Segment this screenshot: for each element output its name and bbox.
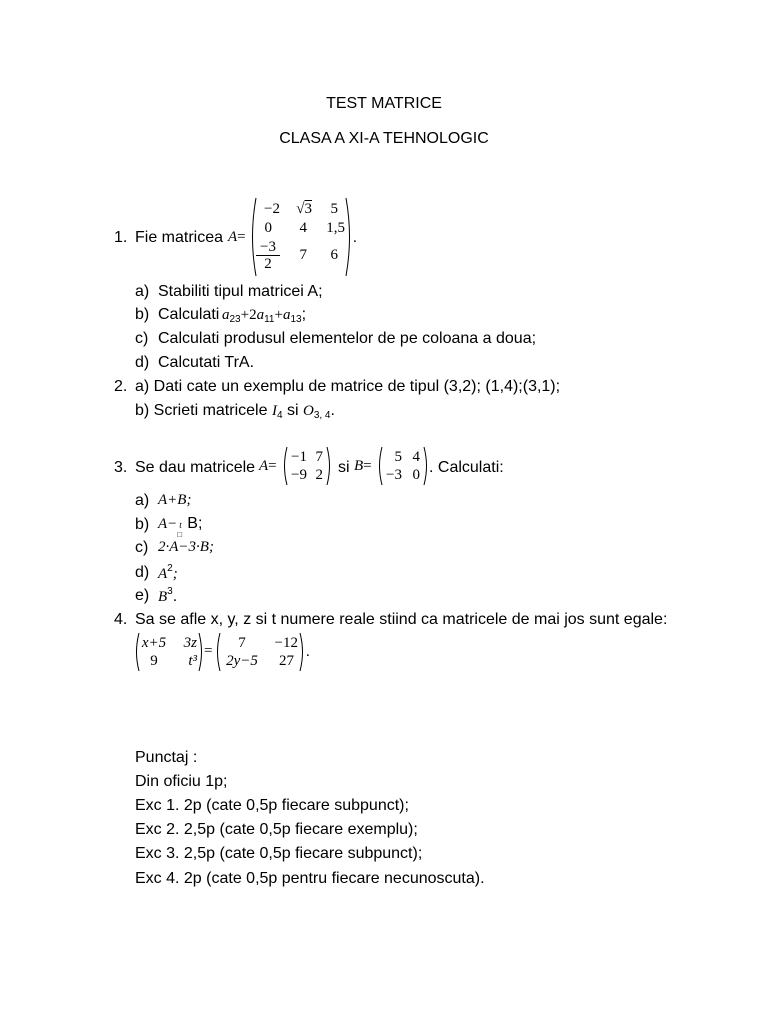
- scoring-line: Exc 2. 2,5p (cate 0,5p fiecare exemplu);: [135, 821, 418, 838]
- matrix-right: [214, 632, 306, 672]
- subitem-expr: A− t □ B;: [158, 515, 203, 539]
- matrix-label: B=: [354, 458, 372, 474]
- subitem-expr: A+B;: [158, 492, 192, 508]
- equals-sign: =: [204, 643, 213, 659]
- subitem-text: Stabiliti tipul matricei A;: [158, 283, 323, 300]
- matrix-cell: 5: [394, 449, 402, 465]
- exercise-text-b: b) Scrieti matricele $I_4$ si $O_{3, 4}$.: [135, 402, 335, 421]
- exercise-text: Fie matricea: [135, 229, 224, 246]
- scoring-line: Exc 1. 2p (cate 0,5p fiecare subpunct);: [135, 797, 409, 814]
- matrix-cell: 5: [330, 201, 338, 217]
- exercise-number: 3.: [114, 459, 128, 476]
- subitem-text: Calculati produsul elementelor de pe coloana a doua;: [158, 330, 537, 347]
- matrix-cell-sqrt: √3: [296, 201, 312, 217]
- matrix-cell: −3: [386, 467, 402, 483]
- subitem-label: c): [135, 539, 149, 556]
- matrix-cell: 7: [315, 449, 323, 465]
- matrix-cell: 4: [412, 449, 420, 465]
- matrix-cell: 3z: [183, 635, 197, 651]
- matrix-cell: 27: [279, 653, 294, 669]
- exercise-text-after: . Calculati:: [429, 459, 504, 476]
- scoring-heading: Punctaj :: [135, 749, 198, 766]
- exercise-text: Se dau matricele: [135, 459, 256, 476]
- subitem-text: Calculati: [158, 306, 220, 323]
- subitem-label: d): [135, 564, 150, 581]
- exercise-number: 2.: [114, 378, 128, 395]
- subitem-label: c): [135, 330, 149, 347]
- matrix-cell-fraction: $\frac{-3}{2}$: [256, 239, 280, 272]
- exercise-number: 1.: [114, 229, 128, 246]
- matrix-cell: 9: [150, 653, 158, 669]
- matrix-cell: −9: [291, 467, 307, 483]
- matrix-cell: 2y−5: [226, 653, 258, 669]
- matrix-cell: 4: [299, 220, 307, 236]
- matrix-label: A=: [228, 229, 246, 245]
- matrix-cell: 1,5: [326, 220, 345, 236]
- formula: $a_{23}+2a_{11}+a_{13}$;: [222, 306, 307, 325]
- matrix-cell: x+5: [141, 635, 167, 651]
- document-title: TEST MATRICE: [326, 95, 442, 112]
- matrix-cell: 7: [238, 635, 246, 651]
- sentence-end: .: [353, 230, 357, 246]
- scoring-line: Din oficiu 1p;: [135, 773, 228, 790]
- exercise-text: Sa se afle x, y, z si t numere reale stiind ca matricele de mai jos sunt egale:: [135, 611, 668, 628]
- subitem-label: b): [135, 516, 150, 533]
- exercise-text: a) Dati cate un exemplu de matrice de tipul (3,2); (1,4);(3,1);: [135, 378, 561, 395]
- subitem-label: a): [135, 283, 150, 300]
- exercise-number: 4.: [114, 611, 128, 628]
- matrix-cell: 0: [264, 220, 272, 236]
- scoring-line: Exc 3. 2,5p (cate 0,5p fiecare subpunct);: [135, 845, 423, 862]
- document-subtitle: CLASA A XI-A TEHNOLOGIC: [279, 130, 489, 147]
- subitem-label: e): [135, 587, 150, 604]
- subitem-expr: $B^3$.: [158, 586, 178, 605]
- matrix-cell: −1: [291, 449, 307, 465]
- matrix-cell: 0: [412, 467, 420, 483]
- matrix-cell: 2: [315, 467, 323, 483]
- subitem-label: b): [135, 306, 150, 323]
- matrix-cell: 7: [299, 247, 307, 263]
- subitem-expr: 2·A−3·B;: [158, 539, 214, 555]
- subitem-label: a): [135, 492, 150, 509]
- matrix-b: [376, 446, 430, 486]
- matrix-left: [133, 632, 205, 672]
- scoring-line: Exc 4. 2p (cate 0,5p pentru fiecare necunoscuta).: [135, 870, 485, 887]
- subitem-text: Calcutati TrA.: [158, 354, 255, 371]
- matrix-label: A=: [259, 458, 277, 474]
- connector-text: si: [338, 459, 350, 476]
- matrix-cell: −12: [274, 635, 298, 651]
- subitem-label: d): [135, 354, 150, 371]
- sentence-end: .: [306, 644, 310, 660]
- matrix-cell: 6: [330, 247, 338, 263]
- matrix-cell: t³: [188, 653, 197, 669]
- matrix-a: [248, 196, 354, 278]
- matrix-a: [281, 446, 333, 486]
- subitem-expr: $A^2$;: [158, 563, 178, 582]
- matrix-cell: −2: [264, 201, 280, 217]
